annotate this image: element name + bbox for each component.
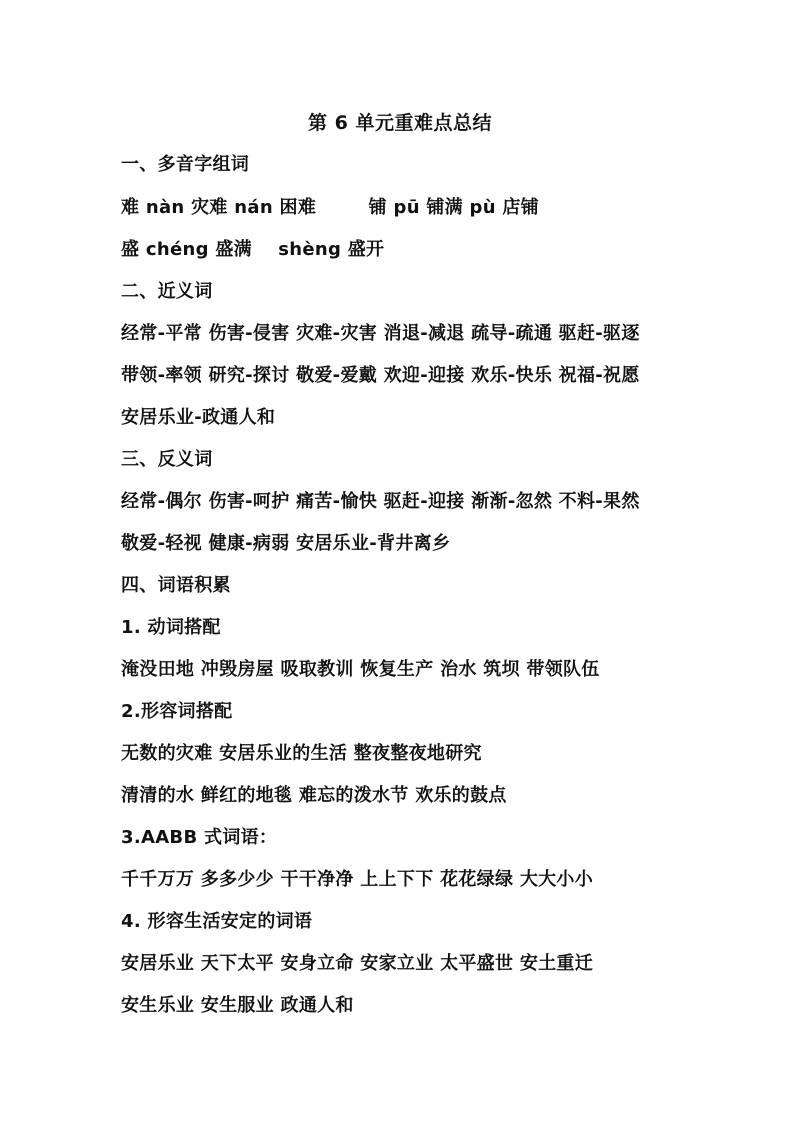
- aabb-words-line: 千千万万 多多少少 干干净净 上上下下 花花绿绿 大大小小: [121, 869, 594, 890]
- subheading-adjective-collocation: 2.形容词搭配: [121, 701, 233, 722]
- synonyms-line-1: 经常-平常 伤害-侵害 灾难-灾害 消退-减退 疏导-疏通 驱赶-驱逐: [121, 323, 640, 344]
- subheading-aabb-words: 3.AABB 式词语：: [121, 827, 278, 848]
- polyphonic-line-2: 盛 chéng 盛满 shèng 盛开: [121, 239, 385, 260]
- antonyms-line-1: 经常-偶尔 伤害-呵护 痛苦-愉快 驱赶-迎接 渐渐-忽然 不料-果然: [121, 491, 640, 512]
- document-title: 第 6 单元重难点总结: [308, 112, 492, 134]
- stable-life-words-line-2: 安生乐业 安生服业 政通人和: [121, 995, 354, 1016]
- adjective-collocation-line-2: 清清的水 鲜红的地毯 难忘的泼水节 欢乐的鼓点: [121, 785, 507, 806]
- polyphonic-line-1: 难 nàn 灾难 nán 困难 铺 pū 铺满 pù 店铺: [121, 197, 540, 218]
- subheading-stable-life-words: 4. 形容生活安定的词语: [121, 911, 313, 932]
- section-heading-vocabulary: 四、词语积累: [121, 575, 231, 596]
- synonyms-line-2: 带领-率领 研究-探讨 敬爱-爱戴 欢迎-迎接 欢乐-快乐 祝福-祝愿: [121, 365, 640, 386]
- section-heading-synonyms: 二、近义词: [121, 281, 213, 302]
- section-heading-antonyms: 三、反义词: [121, 449, 213, 470]
- synonyms-line-3: 安居乐业-政通人和: [121, 407, 276, 428]
- section-heading-polyphonic: 一、多音字组词: [121, 154, 250, 175]
- stable-life-words-line-1: 安居乐业 天下太平 安身立命 安家立业 太平盛世 安土重迁: [121, 953, 594, 974]
- verb-collocation-line: 淹没田地 冲毁房屋 吸取教训 恢复生产 治水 筑坝 带领队伍: [121, 659, 600, 680]
- subheading-verb-collocation: 1. 动词搭配: [121, 617, 221, 638]
- antonyms-line-2: 敬爱-轻视 健康-病弱 安居乐业-背井离乡: [121, 533, 451, 554]
- adjective-collocation-line-1: 无数的灾难 安居乐业的生活 整夜整夜地研究: [121, 743, 482, 764]
